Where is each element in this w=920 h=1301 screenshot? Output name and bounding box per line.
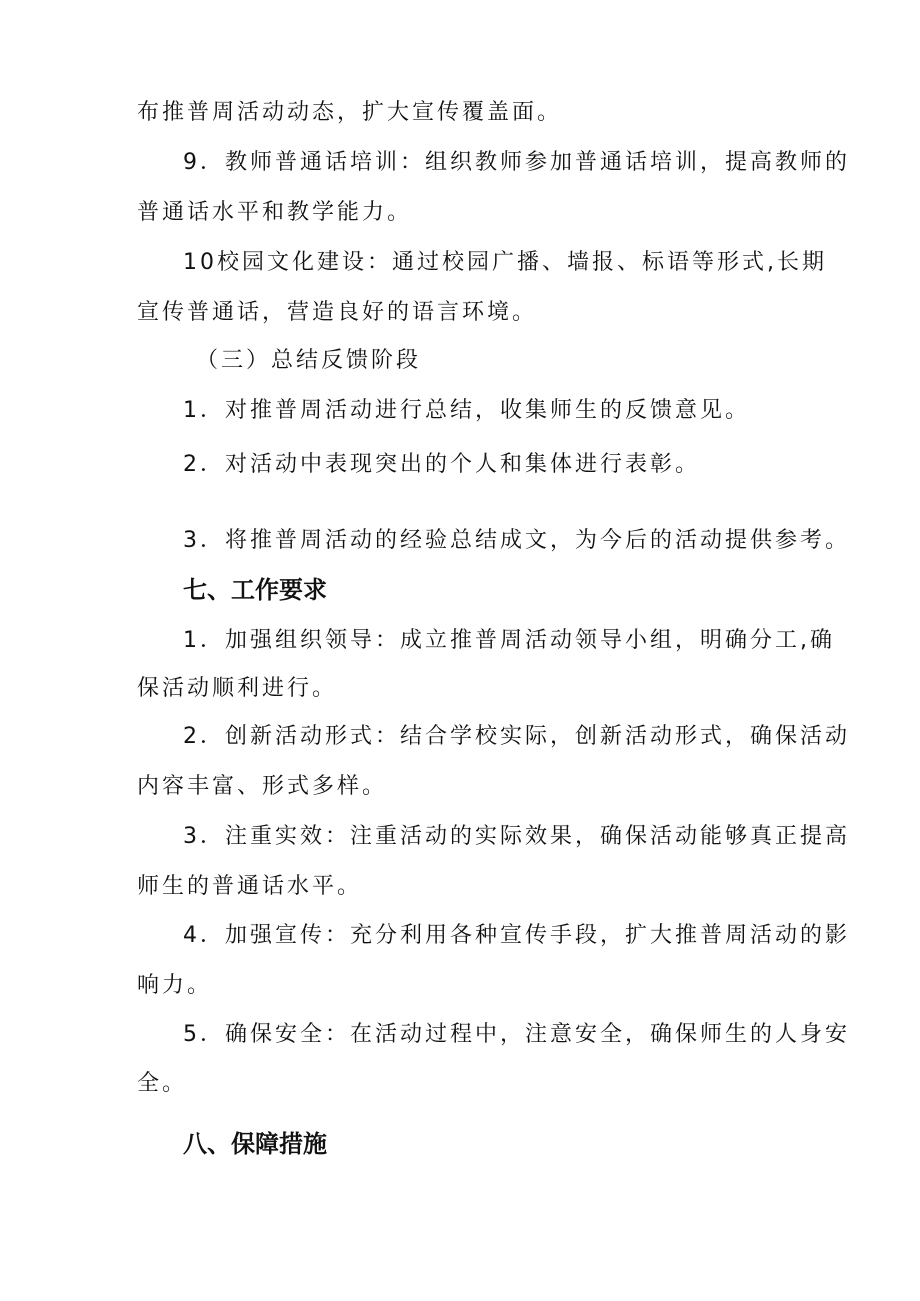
list-item: 3．注重实效：注重活动的实际效果，确保活动能够真正提高 — [183, 824, 850, 849]
paragraph-line: 内容丰富、形式多样。 — [137, 774, 388, 799]
section-heading: 八、保障措施 — [183, 1130, 327, 1158]
paragraph-line: 10校园文化建设：通过校园广播、墙报、标语等形式,长期 — [183, 250, 827, 275]
list-item: 2．创新活动形式：结合学校实际，创新活动形式，确保活动 — [183, 724, 850, 749]
paragraph-line: 9．教师普通话培训：组织教师参加普通话培训，提高教师的 — [183, 150, 850, 175]
list-item: 5．确保安全：在活动过程中，注意安全，确保师生的人身安 — [183, 1022, 850, 1047]
section-heading: 七、工作要求 — [183, 576, 327, 604]
list-item: 2．对活动中表现突出的个人和集体进行表彰。 — [183, 452, 700, 477]
paragraph-line: 普通话水平和教学能力。 — [137, 200, 413, 225]
list-item: 1．对推普周活动进行总结，收集师生的反馈意见。 — [183, 398, 750, 423]
list-item: 1．加强组织领导：成立推普周活动领导小组，明确分工,确 — [183, 628, 835, 653]
paragraph-line: 全。 — [137, 1071, 188, 1096]
paragraph-line: 响力。 — [137, 973, 213, 998]
subsection-title: （三）总结反馈阶段 — [196, 348, 422, 373]
paragraph-line: 布推普周活动动态，扩大宣传覆盖面。 — [137, 100, 563, 125]
paragraph-line: 宣传普通话，营造良好的语言环境。 — [137, 300, 538, 325]
paragraph-line: 保活动顺利进行。 — [137, 676, 338, 701]
paragraph-line: 师生的普通话水平。 — [137, 874, 363, 899]
list-item: 4．加强宣传：充分利用各种宣传手段，扩大推普周活动的影 — [183, 923, 850, 948]
list-item: 3．将推普周活动的经验总结成文，为今后的活动提供参考。 — [183, 528, 850, 553]
